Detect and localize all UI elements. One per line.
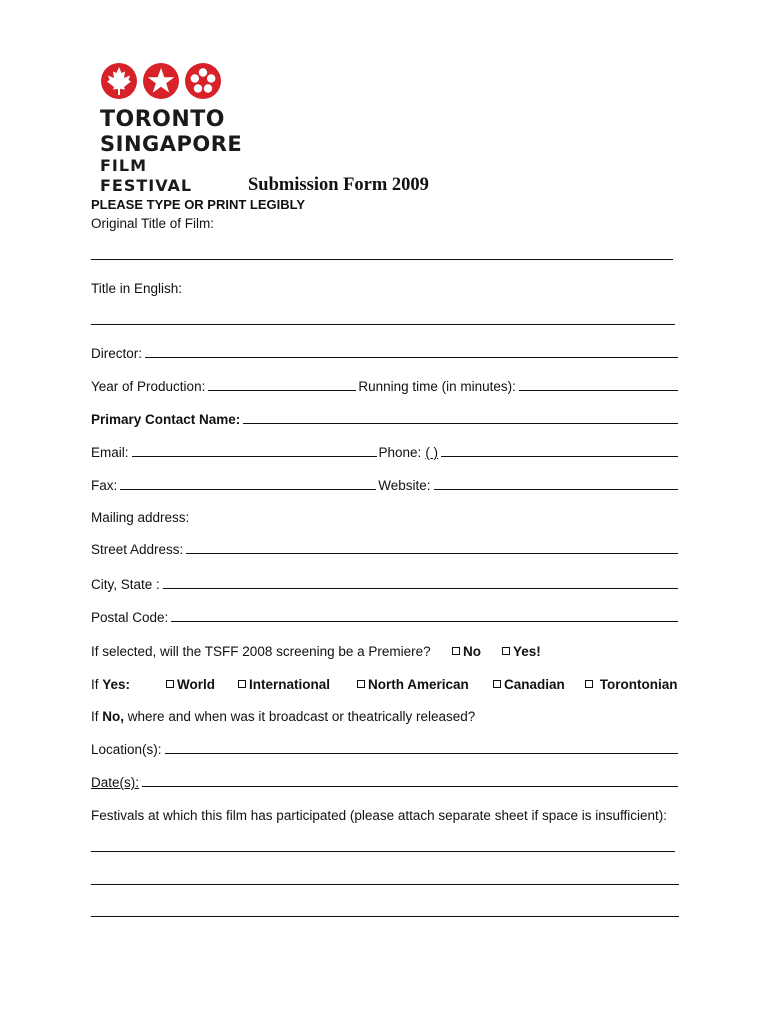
label-locations: Location(s): — [91, 742, 162, 757]
row-year-runtime — [91, 378, 680, 394]
field-dates[interactable] — [142, 774, 678, 787]
label-mailing-address: Mailing address: — [91, 510, 190, 525]
premiere-type-north-american[interactable] — [357, 677, 469, 692]
row-director — [91, 345, 680, 361]
field-postal[interactable] — [171, 609, 678, 622]
row-locations — [91, 741, 680, 757]
if-no-rest: where and when was it broadcast or theatrically released? — [127, 709, 476, 724]
festivals-label: Festivals at which this film has participated (please attach separate sheet if space is insufficient): — [91, 808, 668, 823]
option-label: North American — [368, 677, 469, 692]
label-postal: Postal Code: — [91, 610, 169, 625]
label-website: Website: — [378, 478, 431, 493]
premiere-type-international[interactable] — [238, 677, 330, 692]
label-city-state: City, State : — [91, 577, 160, 592]
if-yes-bold: Yes: — [102, 677, 131, 692]
row-postal — [91, 609, 680, 625]
field-street[interactable] — [186, 541, 678, 554]
label-primary-contact: Primary Contact Name: — [91, 412, 241, 427]
option-label: International — [249, 677, 331, 692]
if-no-bold: No, — [102, 709, 125, 724]
premiere-yes-option[interactable] — [502, 644, 541, 659]
row-street — [91, 541, 680, 557]
field-website[interactable] — [434, 477, 678, 490]
premiere-no-option[interactable] — [452, 644, 481, 659]
option-label: Torontonian — [599, 677, 678, 692]
form-title: Submission Form 2009 — [248, 175, 429, 195]
row-city-state — [91, 576, 680, 592]
checkbox-icon[interactable] — [493, 680, 501, 688]
checkbox-icon[interactable] — [166, 680, 174, 688]
label-street: Street Address: — [91, 542, 184, 557]
field-primary-contact[interactable] — [243, 411, 678, 424]
festivals-line-2[interactable] — [91, 884, 679, 885]
row-dates — [91, 774, 680, 790]
label-title-english: Title in English: — [91, 281, 183, 296]
label-email: Email: — [91, 445, 129, 460]
checkbox-icon[interactable] — [238, 680, 246, 688]
label-director: Director: — [91, 346, 143, 361]
label-dates: Date(s): — [91, 775, 140, 790]
row-fax-website — [91, 477, 680, 493]
field-locations[interactable] — [165, 741, 678, 754]
field-director[interactable] — [145, 345, 678, 358]
label-running-time: Running time (in minutes): — [358, 379, 516, 394]
checkbox-icon[interactable] — [502, 647, 510, 655]
premiere-type-torontonian[interactable] — [585, 677, 678, 692]
logo-icons — [100, 62, 224, 102]
field-fax[interactable] — [120, 477, 376, 490]
logo-line-toronto: TORONTO — [100, 107, 225, 132]
premiere-type-world[interactable] — [166, 677, 215, 692]
label-year: Year of Production: — [91, 379, 206, 394]
if-yes-if: If — [91, 677, 99, 692]
premiere-yes-label: Yes! — [513, 644, 541, 659]
phone-area-code[interactable]: ( ) — [425, 445, 439, 460]
festival-logo — [100, 62, 243, 196]
premiere-question: If selected, will the TSFF 2008 screening be a Premiere? — [91, 644, 431, 659]
field-year[interactable] — [208, 378, 356, 391]
instruction: PLEASE TYPE OR PRINT LEGIBLY — [91, 197, 306, 212]
premiere-no-label: No — [463, 644, 481, 659]
label-fax: Fax: — [91, 478, 118, 493]
checkbox-icon[interactable] — [452, 647, 460, 655]
if-no-if: If — [91, 709, 99, 724]
row-primary-contact — [91, 411, 680, 427]
field-email[interactable] — [132, 444, 377, 457]
logo-line-film-festival: FILM FESTIVAL — [100, 156, 193, 195]
label-phone: Phone: — [378, 445, 422, 460]
option-label: World — [177, 677, 215, 692]
field-running-time[interactable] — [519, 378, 678, 391]
festivals-line-1[interactable] — [91, 851, 675, 852]
logo-line-singapore: SINGAPORE — [100, 132, 243, 156]
checkbox-icon[interactable] — [585, 680, 593, 688]
field-city-state[interactable] — [163, 576, 678, 589]
option-label: Canadian — [504, 677, 565, 692]
if-yes-label — [91, 677, 130, 692]
field-phone[interactable] — [441, 444, 678, 457]
if-no-question — [91, 709, 475, 724]
premiere-type-canadian[interactable] — [493, 677, 565, 692]
field-title-english[interactable] — [91, 324, 675, 325]
field-original-title[interactable] — [91, 259, 673, 260]
checkbox-icon[interactable] — [357, 680, 365, 688]
label-original-title: Original Title of Film: — [91, 216, 215, 231]
festivals-line-3[interactable] — [91, 916, 679, 917]
row-email-phone — [91, 444, 680, 460]
